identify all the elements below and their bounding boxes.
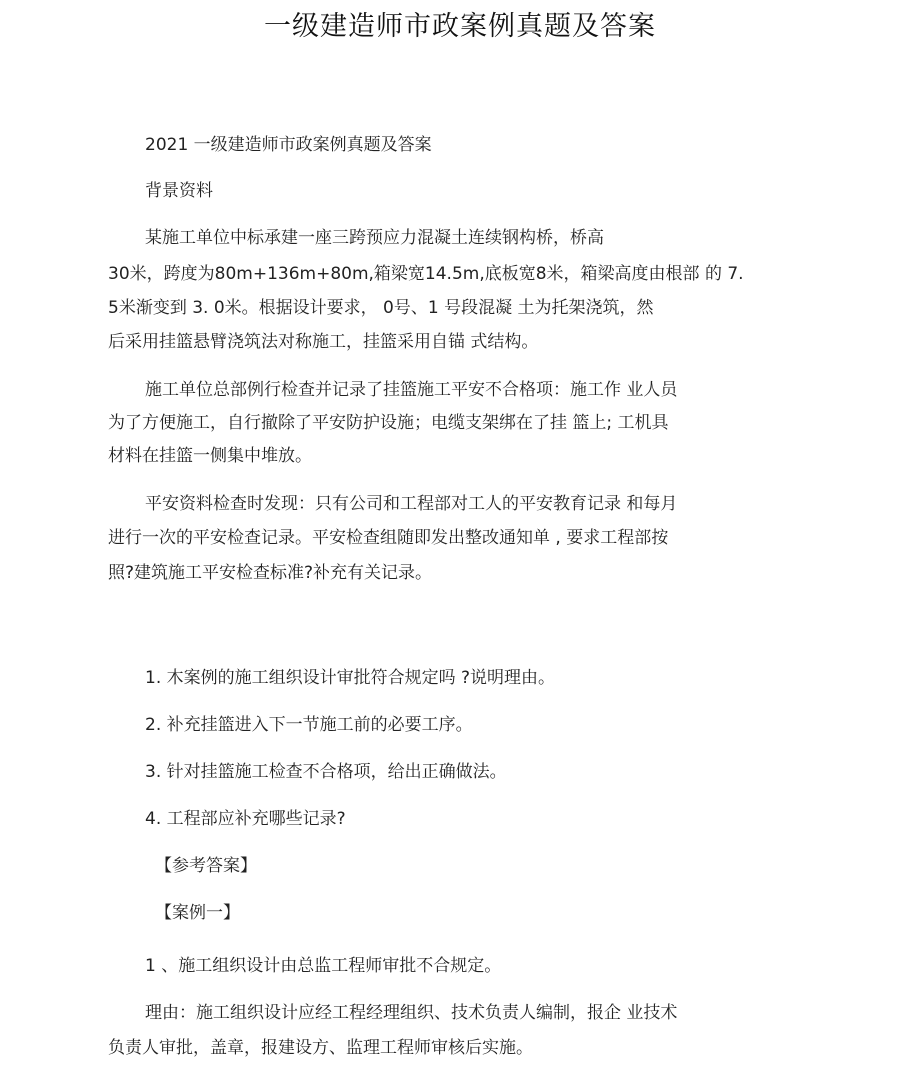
paragraph-line: 后采用挂篮悬臂浇筑法对称施工，挂篮采用自锚 式结构。 [108, 332, 539, 352]
reason-line: 负责人审批，盖章，报建设方、监理工程师审核后实施。 [108, 1038, 533, 1058]
document-subtitle: 2021 一级建造师市政案例真题及答案 [145, 135, 432, 155]
case-heading: 【案例一】 [155, 903, 240, 923]
document-title: 一级建造师市政案例真题及答案 [264, 11, 656, 42]
question-item: 4. 工程部应补充哪些记录? [145, 809, 346, 829]
question-item: 3. 针对挂篮施工检查不合格项，给出正确做法。 [145, 762, 507, 782]
paragraph-line: 材料在挂篮一侧集中堆放。 [108, 446, 312, 466]
reason-line: 理由：施工组织设计应经工程经理组织、技术负责人编制，报企 业技术 [145, 1003, 678, 1023]
answer-item: 1 、施工组织设计由总监工程师审批不合规定。 [145, 956, 502, 976]
paragraph-line: 平安资料检查时发现：只有公司和工程部对工人的平安教育记录 和每月 [145, 494, 678, 514]
answer-heading: 【参考答案】 [155, 856, 257, 876]
paragraph-line: 进行一次的平安检查记录。平安检查组随即发出整改通知单 , 要求工程部按 [108, 528, 669, 548]
question-item: 1. 木案例的施工组织设计审批符合规定吗 ?说明理由。 [145, 668, 556, 688]
paragraph-line: 30米，跨度为80m+136m+80m,箱梁宽14.5m,底板宽8米，箱梁高度由根部 的 7. [108, 264, 744, 284]
paragraph-line: 照?建筑施工平安检查标准?补充有关记录。 [108, 563, 433, 583]
paragraph-line: 施工单位总部例行检查并记录了挂篮施工平安不合格项：施工作 业人员 [145, 380, 678, 400]
paragraph-line: 某施工单位中标承建一座三跨预应力混凝土连续钢构桥，桥高 [145, 228, 604, 248]
paragraph-line: 为了方便施工，自行撤除了平安防护设施；电缆支架绑在了挂 篮上; 工机具 [108, 413, 669, 433]
paragraph-line: 5米渐变到 3. 0米。根据设计要求， 0号、1 号段混凝 土为托架浇筑，然 [108, 298, 654, 318]
background-heading: 背景资料 [145, 181, 213, 201]
question-item: 2. 补充挂篮进入下一节施工前的必要工序。 [145, 715, 473, 735]
